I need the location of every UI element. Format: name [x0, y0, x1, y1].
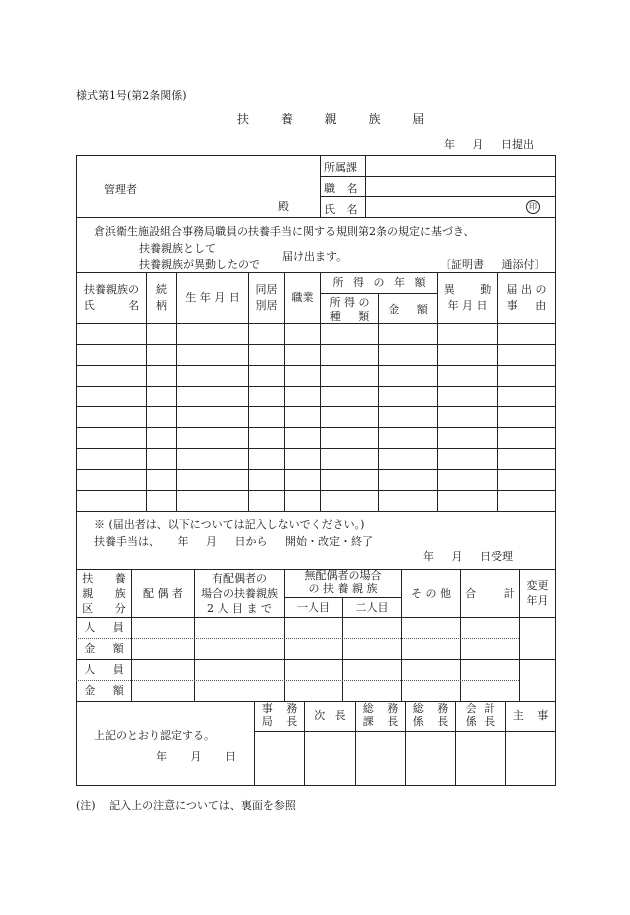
notice-note: ※ (届出者は、以下については記入しないでください。)	[94, 518, 365, 531]
header-amount: 金 額	[388, 303, 428, 316]
header-change-b: 年 月 日	[447, 299, 488, 312]
header-income: 所 得 の 年 額	[332, 276, 426, 289]
stamp-5-b: 係 長	[465, 715, 496, 728]
stamp-3-b: 課 長	[362, 715, 399, 728]
statement-line-3: 扶養親族が異動したので	[139, 258, 260, 271]
stamp-5-a: 会 計	[465, 702, 496, 715]
certify-date: 年 月 日	[156, 750, 236, 763]
dept-label: 所属課	[324, 161, 357, 174]
header-relation-b: 柄	[156, 299, 167, 312]
stamp-2-a: 次 長	[314, 709, 346, 722]
stamp-3-a: 総 務	[362, 702, 399, 715]
header-birth: 生 年 月 日	[185, 291, 240, 304]
header-income-type-a: 所 得 の	[329, 296, 370, 309]
t2-spouse: 配 偶 者	[143, 587, 183, 600]
stamp-6-a: 主 事	[512, 709, 549, 722]
header-relation-a: 続	[156, 283, 167, 296]
t2-category-c: 区 分	[82, 602, 126, 615]
t2-with-spouse-c: 2 人 目 ま で	[207, 602, 272, 615]
t2-with-spouse-a: 有配偶者の	[212, 572, 267, 585]
t2-with-spouse-b: 場合の扶養親族	[201, 587, 278, 600]
t2-change-b: 年月	[526, 594, 549, 607]
form-title: 扶 養 親 族 届	[237, 112, 439, 126]
post-label: 職 名	[324, 182, 358, 195]
t2-people-1: 人 員	[84, 621, 124, 634]
manager-label: 管理者	[104, 183, 137, 196]
t2-amount-1: 金 額	[84, 642, 124, 655]
form-number: 様式第1号(第2条関係)	[76, 89, 187, 102]
header-income-type-b: 種 類	[329, 310, 370, 323]
certify-text: 上記のとおり認定する。	[94, 729, 215, 742]
t2-other: そ の 他	[411, 587, 451, 600]
name-label: 氏 名	[324, 203, 358, 216]
statement-line-1: 倉浜衛生施設組合事務局職員の扶養手当に関する規則第2条の規定に基づき、	[94, 225, 475, 238]
header-change-a: 異 動	[443, 283, 492, 296]
submit-date: 年 月 日提出	[444, 138, 534, 151]
notice-received: 年 月 日受理	[423, 550, 513, 563]
stamp-4-a: 総 務	[412, 702, 449, 715]
t2-no-spouse-b: の 扶 養 親 族	[308, 582, 378, 595]
header-reason-b: 事 由	[506, 299, 547, 312]
stamp-1-a: 事 務	[261, 702, 298, 715]
statement-line-4: 届け出ます。	[282, 250, 348, 263]
header-name-a: 扶養親族の	[84, 283, 139, 296]
stamp-4-b: 係 長	[412, 715, 449, 728]
t2-first: 一人目	[297, 601, 330, 614]
t2-people-2: 人 員	[84, 663, 124, 676]
t2-no-spouse-a: 無配偶者の場合	[304, 569, 382, 582]
attachment-note: 〔証明書 通添付〕	[440, 258, 546, 271]
seal-mark: 印	[526, 200, 540, 214]
t2-change-a: 変更	[526, 579, 549, 592]
t2-total: 合 計	[465, 587, 515, 600]
t2-amount-2: 金 額	[84, 684, 124, 697]
header-cohabit-a: 同居	[255, 283, 278, 296]
header-reason-a: 届 出 の	[506, 283, 547, 296]
notice-allowance: 扶養手当は、 年 月 日から 開始・改定・終了	[94, 535, 373, 548]
header-job: 職業	[291, 291, 314, 304]
dono-label: 殿	[278, 200, 289, 213]
t2-category-b: 親 族	[82, 587, 126, 600]
statement-line-2: 扶養親族として	[139, 242, 216, 255]
header-cohabit-b: 別居	[255, 299, 278, 312]
footer-note: (注) 記入上の注意については、裏面を参照	[76, 799, 296, 812]
t2-second: 二人目	[355, 601, 389, 614]
stamp-1-b: 局 長	[261, 715, 298, 728]
t2-category-a: 扶 養	[82, 572, 126, 585]
header-name-b: 氏 名	[83, 299, 140, 312]
